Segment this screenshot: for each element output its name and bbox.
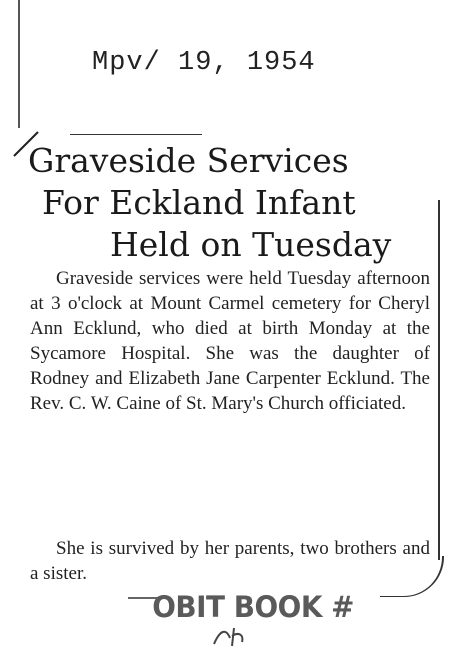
typed-date: Mpv/ 19, 1954 [92, 48, 316, 78]
headline-line-2: For Eckland Infant [42, 183, 356, 222]
left-edge-line [18, 0, 20, 128]
handwritten-mark [210, 624, 250, 648]
clipping-bottom-edge [380, 556, 444, 597]
obit-book-stamp: OBIT BOOK # [152, 590, 354, 624]
headline [20, 140, 436, 266]
article-paragraph-1: Graveside services were held Tuesday afternoon at 3 o'clock at Mount Carmel cemetery for Cheryl Ann Ecklund, who died at birth Monday at the Sycamore Hospital. She was the daughter of Rodney and Elizabeth Jane Carpenter Ecklund. The Rev. C. W. Caine of St. Mary's Church officiated. [30, 268, 430, 414]
clipping-right-edge [438, 200, 440, 560]
headline-line-1: Graveside Services [28, 141, 349, 180]
clipping-top-edge [70, 134, 202, 135]
headline-line-3: Held on Tuesday [110, 225, 392, 264]
article-paragraph-2: She is survived by her parents, two brothers and a sister. [30, 538, 430, 584]
